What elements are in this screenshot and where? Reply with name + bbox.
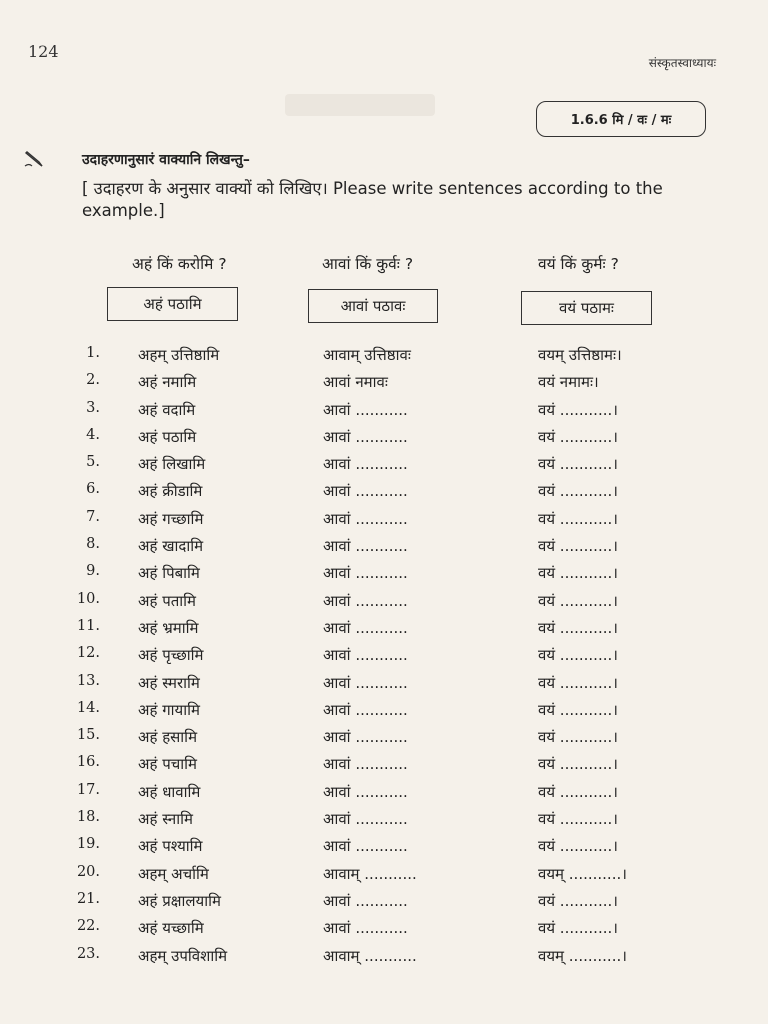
singular-form: अहं स्नामि <box>138 810 193 829</box>
dual-form: आवां ........... <box>323 700 408 719</box>
singular-form: अहं पठामि <box>138 427 197 446</box>
row-number: 5. <box>86 454 100 471</box>
row-number: 14. <box>76 699 100 716</box>
exercise-row <box>0 834 768 861</box>
singular-form: अहं नमामि <box>138 373 197 392</box>
plural-form: वयं ...........। <box>538 700 618 719</box>
exercise-row <box>0 343 768 370</box>
singular-form: अहम् अर्चामि <box>138 864 209 883</box>
plural-form: वयं ...........। <box>538 591 618 610</box>
singular-form: अहं गच्छामि <box>138 509 204 528</box>
plural-form: वयं ...........। <box>538 509 618 528</box>
singular-form: अहं धावामि <box>138 782 201 801</box>
row-number: 1. <box>86 345 100 361</box>
dual-form: आवां ........... <box>323 509 408 528</box>
exercise-row <box>0 862 768 889</box>
singular-form: अहं वदामि <box>138 400 196 419</box>
plural-form: वयं ...........। <box>538 646 618 665</box>
exercise-row <box>0 643 768 670</box>
row-number: 3. <box>86 399 100 416</box>
example-singular-text: अहं पठामि <box>143 295 202 313</box>
plural-form: वयं ...........। <box>538 537 618 556</box>
exercise-row <box>0 589 768 616</box>
singular-form: अहं गायामि <box>138 700 200 719</box>
singular-form: अहं पिबामि <box>138 564 200 583</box>
plural-form: वयं ...........। <box>538 482 618 501</box>
section-tag <box>536 101 706 137</box>
question-dual: आवां किं कुर्वः ? <box>322 255 414 273</box>
plural-form: वयम् ...........। <box>538 864 627 883</box>
singular-form: अहं पश्यामि <box>138 837 203 856</box>
dual-form: आवां ........... <box>323 673 408 692</box>
plural-form: वयं ...........। <box>538 728 618 747</box>
singular-form: अहं लिखामि <box>138 455 206 474</box>
dual-form: आवाम् ........... <box>323 946 417 965</box>
plural-form: वयं ...........। <box>538 755 618 774</box>
plural-form: वयं नमामः। <box>538 373 599 392</box>
singular-form: अहम् उत्तिष्ठामि <box>138 346 220 364</box>
plural-form: वयं ...........। <box>538 782 618 801</box>
dual-form: आवां ........... <box>323 810 408 829</box>
singular-form: अहं पचामि <box>138 755 197 774</box>
dual-form: आवां ........... <box>323 891 408 910</box>
row-number: 22. <box>76 918 100 935</box>
plural-form: वयम् ...........। <box>538 946 627 965</box>
dual-form: आवां नमावः <box>323 373 388 392</box>
dual-form: आवां ........... <box>323 646 408 665</box>
section-tag-label: 1.6.6 मि / वः / मः <box>570 113 672 128</box>
example-plural-text: वयं पठामः <box>559 299 614 317</box>
row-number: 18. <box>76 809 100 826</box>
instruction-heading: उदाहरणानुसारं वाक्यानि लिखन्तु– <box>82 152 250 168</box>
dual-form: आवां ........... <box>323 618 408 637</box>
row-number: 11. <box>76 617 100 634</box>
plural-form: वयम् उत्तिष्ठामः। <box>538 346 622 364</box>
example-dual-text: आवां पठावः <box>340 297 406 315</box>
singular-form: अहं भ्रमामि <box>138 618 199 637</box>
singular-form: अहं यच्छामि <box>138 919 204 938</box>
dual-form: आवां ........... <box>323 455 408 474</box>
dual-form: आवां ........... <box>323 591 408 610</box>
singular-form: अहं पतामि <box>138 591 197 610</box>
row-number: 16. <box>76 754 100 771</box>
running-head: संस्कृतस्वाध्यायः <box>648 56 716 70</box>
exercise-row <box>0 561 768 588</box>
page-number: 124 <box>28 42 59 61</box>
row-number: 12. <box>76 645 100 662</box>
plural-form: वयं ...........। <box>538 919 618 938</box>
plural-form: वयं ...........। <box>538 618 618 637</box>
exercise-row <box>0 916 768 943</box>
pencil-icon <box>24 150 46 168</box>
exercise-row <box>0 370 768 397</box>
plural-form: वयं ...........। <box>538 837 618 856</box>
dual-form: आवां ........... <box>323 919 408 938</box>
exercise-row <box>0 479 768 506</box>
exercise-row <box>0 398 768 425</box>
dual-form: आवां ........... <box>323 564 408 583</box>
exercise-row <box>0 452 768 479</box>
plural-form: वयं ...........। <box>538 891 618 910</box>
exercise-row <box>0 780 768 807</box>
row-number: 7. <box>86 508 100 525</box>
singular-form: अहं स्मरामि <box>138 673 200 692</box>
row-number: 20. <box>76 863 100 880</box>
row-number: 9. <box>86 563 100 580</box>
exercise-row <box>0 698 768 725</box>
singular-form: अहम् उपविशामि <box>138 946 228 965</box>
exercise-row <box>0 725 768 752</box>
exercise-row <box>0 507 768 534</box>
dual-form: आवां ........... <box>323 837 408 856</box>
dual-form: आवां ........... <box>323 782 408 801</box>
exercise-row <box>0 944 768 971</box>
dual-form: आवां ........... <box>323 728 408 747</box>
dual-form: आवां ........... <box>323 482 408 501</box>
plural-form: वयं ...........। <box>538 427 618 446</box>
plural-form: वयं ...........। <box>538 564 618 583</box>
question-plural: वयं किं कुर्मः ? <box>538 255 619 273</box>
plural-form: वयं ...........। <box>538 810 618 829</box>
dual-form: आवाम् उत्तिष्ठावः <box>323 346 411 364</box>
row-number: 4. <box>86 426 100 443</box>
plural-form: वयं ...........। <box>538 400 618 419</box>
example-box-singular <box>107 287 238 321</box>
exercise-row <box>0 425 768 452</box>
scan-smudge <box>285 94 435 116</box>
exercise-row <box>0 616 768 643</box>
exercise-row <box>0 889 768 916</box>
question-first-person: अहं किं करोमि ? <box>132 255 227 273</box>
row-number: 10. <box>76 590 100 607</box>
exercise-row <box>0 807 768 834</box>
singular-form: अहं हसामि <box>138 728 198 747</box>
example-box-dual <box>308 289 438 323</box>
row-number: 21. <box>76 890 100 907</box>
exercise-row <box>0 671 768 698</box>
dual-form: आवां ........... <box>323 537 408 556</box>
row-number: 13. <box>76 672 100 689</box>
exercise-rows <box>0 343 768 971</box>
row-number: 6. <box>86 481 100 498</box>
dual-form: आवाम् ........... <box>323 864 417 883</box>
row-number: 17. <box>76 781 100 798</box>
row-number: 2. <box>86 372 100 389</box>
example-box-plural <box>521 291 652 325</box>
dual-form: आवां ........... <box>323 755 408 774</box>
plural-form: वयं ...........। <box>538 673 618 692</box>
row-number: 8. <box>86 536 100 553</box>
instruction-subheading: [ उदाहरण के अनुसार वाक्यों को लिखिए। Please write sentences according to the example.] <box>82 179 663 220</box>
row-number: 15. <box>76 727 100 744</box>
singular-form: अहं पृच्छामि <box>138 646 204 665</box>
dual-form: आवां ........... <box>323 427 408 446</box>
singular-form: अहं प्रक्षालयामि <box>138 891 221 910</box>
exercise-row <box>0 752 768 779</box>
exercise-row <box>0 534 768 561</box>
plural-form: वयं ...........। <box>538 455 618 474</box>
dual-form: आवां ........... <box>323 400 408 419</box>
row-number: 19. <box>76 836 100 853</box>
singular-form: अहं खादामि <box>138 537 204 556</box>
row-number: 23. <box>76 945 100 962</box>
singular-form: अहं क्रीडामि <box>138 482 203 501</box>
